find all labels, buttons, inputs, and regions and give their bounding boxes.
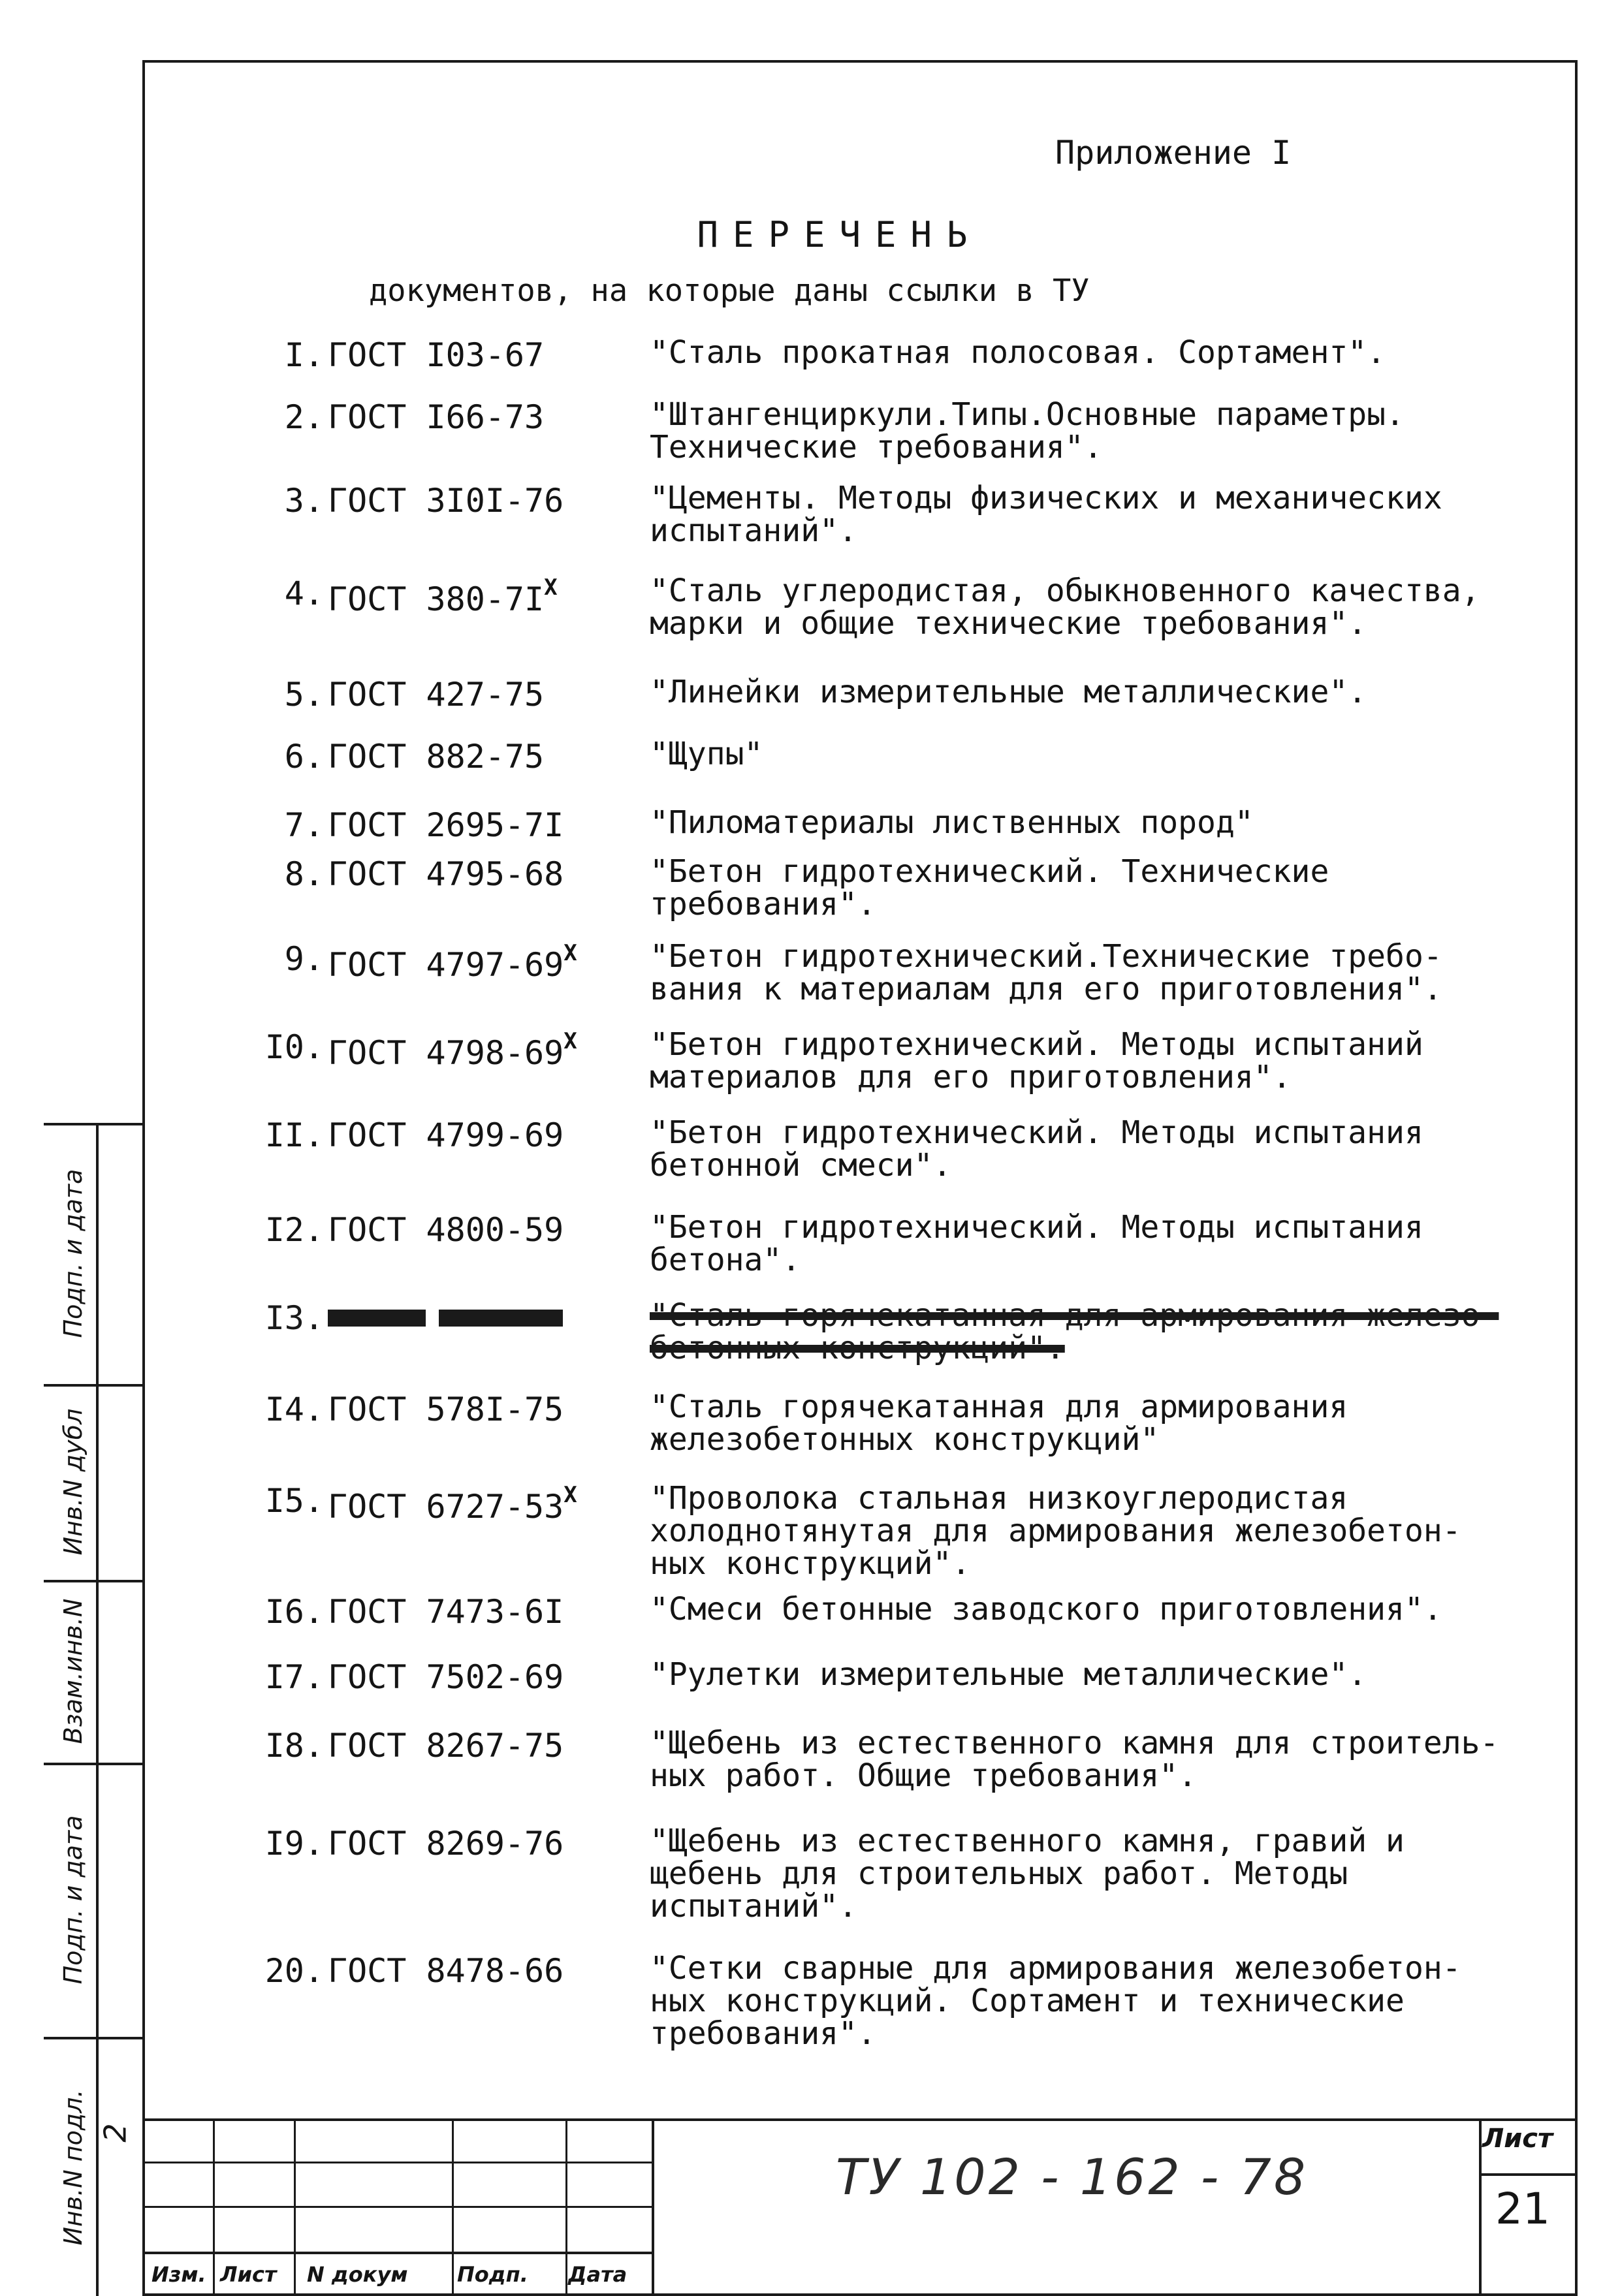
column-label-sheet: Лист [220, 2262, 277, 2287]
item-description: "Сетки сварные для армирования железобетон- ных конструкций. Сортамент и технические требования". [650, 1950, 1461, 2052]
gost-number [328, 1593, 564, 1631]
item-description: "Пиломатериалы лиственных пород" [650, 804, 1254, 841]
item-description: "Сталь углеродистая, обыкновенного качества, марки и общие технические требования". [650, 573, 1480, 642]
item-number: II. [264, 1116, 324, 1154]
item-number: 4. [284, 574, 324, 612]
item-description: "Сталь прокатная полосовая. Сортамент". [650, 334, 1386, 371]
side-strip-line [44, 2037, 142, 2039]
gost-code: ГОСТ 7473-6I [328, 1593, 564, 1631]
gost-code: ГОСТ 427-75 [328, 676, 545, 714]
gost-superscript: X [564, 1482, 577, 1508]
gost-code: ГОСТ 8269-76 [328, 1825, 564, 1863]
gost-code: ГОСТ 882-75 [328, 738, 545, 776]
gost-number [328, 1116, 564, 1154]
side-strip [44, 1123, 142, 2296]
side-label-orig-inv: Инв.N подл. [59, 2089, 87, 2246]
stamp-line [142, 2162, 652, 2163]
item-number: I6. [264, 1593, 324, 1631]
item-description: "Цементы. Методы физических и механических испытаний". [650, 480, 1442, 549]
gost-code: ГОСТ 4799-69 [328, 1116, 564, 1154]
gost-code: ГОСТ 8267-75 [328, 1727, 564, 1765]
item-description: "Щупы" [650, 736, 763, 772]
item-number: 8. [284, 855, 324, 893]
stamp-line [142, 2206, 652, 2208]
item-description: "Смеси бетонные заводского приготовления". [650, 1591, 1442, 1628]
gost-code: ГОСТ 8478-66 [328, 1952, 564, 1990]
side-label-sign-date-2: Подп. и дата [59, 1815, 87, 1985]
item-number: I. [284, 336, 324, 374]
gost-code: ГОСТ 4797-69 [328, 946, 564, 984]
gost-number [328, 676, 544, 714]
gost-number [328, 806, 564, 844]
gost-number [328, 398, 544, 436]
item-number: I4. [264, 1391, 324, 1428]
stamp-line [294, 2118, 296, 2296]
item-number: 7. [284, 806, 324, 844]
gost-code: ГОСТ I03-67 [328, 336, 545, 374]
item-number: I8. [264, 1727, 324, 1765]
item-description: "Сталь горячекатанная для армирования железо- бетонных конструкций". [650, 1297, 1499, 1366]
item-number: 6. [284, 738, 324, 776]
side-label-dup-inv: Инв.N дубл [59, 1408, 87, 1556]
side-strip-line [44, 1123, 142, 1125]
item-number: I3. [264, 1299, 324, 1337]
side-strip-mark: 2 [97, 2123, 133, 2143]
gost-code: ГОСТ 6727-53 [328, 1488, 564, 1526]
stamp-line [1479, 2118, 1482, 2296]
column-label-change: Изм. [151, 2262, 206, 2287]
gost-number [328, 1028, 577, 1072]
item-description: "Щебень из естественного камня для строитель- ных работ. Общие требования". [650, 1725, 1499, 1794]
side-label-replace-inv: Взам.инв.N [59, 1598, 87, 1744]
item-description: "Штангенциркули.Типы.Основные параметры. Технические требования". [650, 396, 1405, 465]
document-title: ПЕРЕЧЕНЬ [697, 214, 982, 255]
gost-code: ГОСТ 7502-69 [328, 1658, 564, 1696]
gost-superscript: X [564, 1028, 577, 1054]
column-label-signature: Подп. [457, 2262, 528, 2287]
gost-number [328, 482, 564, 520]
gost-code: ГОСТ 3I0I-76 [328, 482, 564, 520]
item-description: "Бетон гидротехнический. Методы испытания бетонной смеси". [650, 1114, 1423, 1184]
gost-code: ГОСТ 2695-7I [328, 806, 564, 844]
gost-number [328, 336, 544, 374]
gost-code: ГОСТ I66-73 [328, 398, 545, 436]
item-number: 5. [284, 676, 324, 714]
stamp-line [142, 2252, 652, 2254]
item-number: 20. [264, 1952, 324, 1990]
gost-number [328, 1825, 564, 1863]
gost-number [328, 1482, 577, 1526]
sheet-number: 21 [1495, 2184, 1550, 2234]
stamp-line [213, 2118, 215, 2296]
item-number: I5. [264, 1482, 324, 1520]
struck-out-gost [328, 1306, 569, 1332]
gost-code: ГОСТ 380-7I [328, 580, 545, 618]
gost-code: ГОСТ 4795-68 [328, 855, 564, 893]
column-label-date: Дата [568, 2262, 627, 2287]
stamp-line [652, 2118, 654, 2296]
item-description: "Бетон гидротехнический. Технические требования". [650, 853, 1329, 922]
gost-number [328, 1658, 564, 1696]
gost-number [328, 1952, 564, 1990]
appendix-label: Приложение I [1055, 134, 1292, 172]
item-number: 3. [284, 482, 324, 520]
stamp-line [142, 2118, 1578, 2121]
document-code: ТУ 102 - 162 - 78 [836, 2148, 1309, 2206]
gost-number [328, 1391, 564, 1428]
gost-superscript: X [564, 940, 577, 966]
item-description: "Бетон гидротехнический.Технические требо- вания к материалам для его приготовления". [650, 938, 1442, 1007]
gost-number [328, 574, 558, 618]
item-description: "Рулетки измерительные металлические". [650, 1656, 1367, 1693]
gost-code: ГОСТ 578I-75 [328, 1391, 564, 1428]
stamp-line [452, 2118, 454, 2296]
item-number: I7. [264, 1658, 324, 1696]
gost-number [328, 1727, 564, 1765]
item-description: "Проволока стальная низкоуглеродистая холоднотянутая для армирования железобетон- ных конструкций". [650, 1480, 1461, 1582]
column-label-doc-number: N докум [307, 2262, 408, 2287]
item-description: "Линейки измерительные металлические". [650, 674, 1367, 710]
stamp-line [565, 2118, 567, 2296]
item-number: 9. [284, 940, 324, 978]
item-description: "Бетон гидротехнический. Методы испытания бетона". [650, 1209, 1423, 1278]
side-strip-line [44, 1763, 142, 1765]
side-strip-divider [96, 1123, 99, 2296]
gost-code: ГОСТ 4798-69 [328, 1034, 564, 1072]
sheet-label: Лист [1482, 2124, 1553, 2154]
side-strip-line [44, 1580, 142, 1582]
gost-number [328, 855, 564, 893]
item-description: "Щебень из естественного камня, гравий и щебень для строительных работ. Методы испытаний". [650, 1823, 1405, 1925]
side-strip-line [44, 1384, 142, 1387]
gost-number [328, 1211, 564, 1249]
item-description: "Сталь горячекатанная для армирования железобетонных конструкций" [650, 1389, 1348, 1458]
item-number: I2. [264, 1211, 324, 1249]
gost-code: ГОСТ 4800-59 [328, 1211, 564, 1249]
item-number: I0. [264, 1028, 324, 1066]
item-number: I9. [264, 1825, 324, 1863]
gost-number [328, 940, 577, 984]
side-label-sign-date: Подп. и дата [59, 1169, 87, 1338]
gost-number [328, 738, 544, 776]
gost-superscript: X [544, 574, 558, 601]
item-number: 2. [284, 398, 324, 436]
stamp-line [1479, 2173, 1578, 2176]
item-description: "Бетон гидротехнический. Методы испытаний материалов для его приготовления". [650, 1026, 1423, 1095]
document-subtitle: документов, на которые даны ссылки в ТУ [369, 273, 1090, 309]
